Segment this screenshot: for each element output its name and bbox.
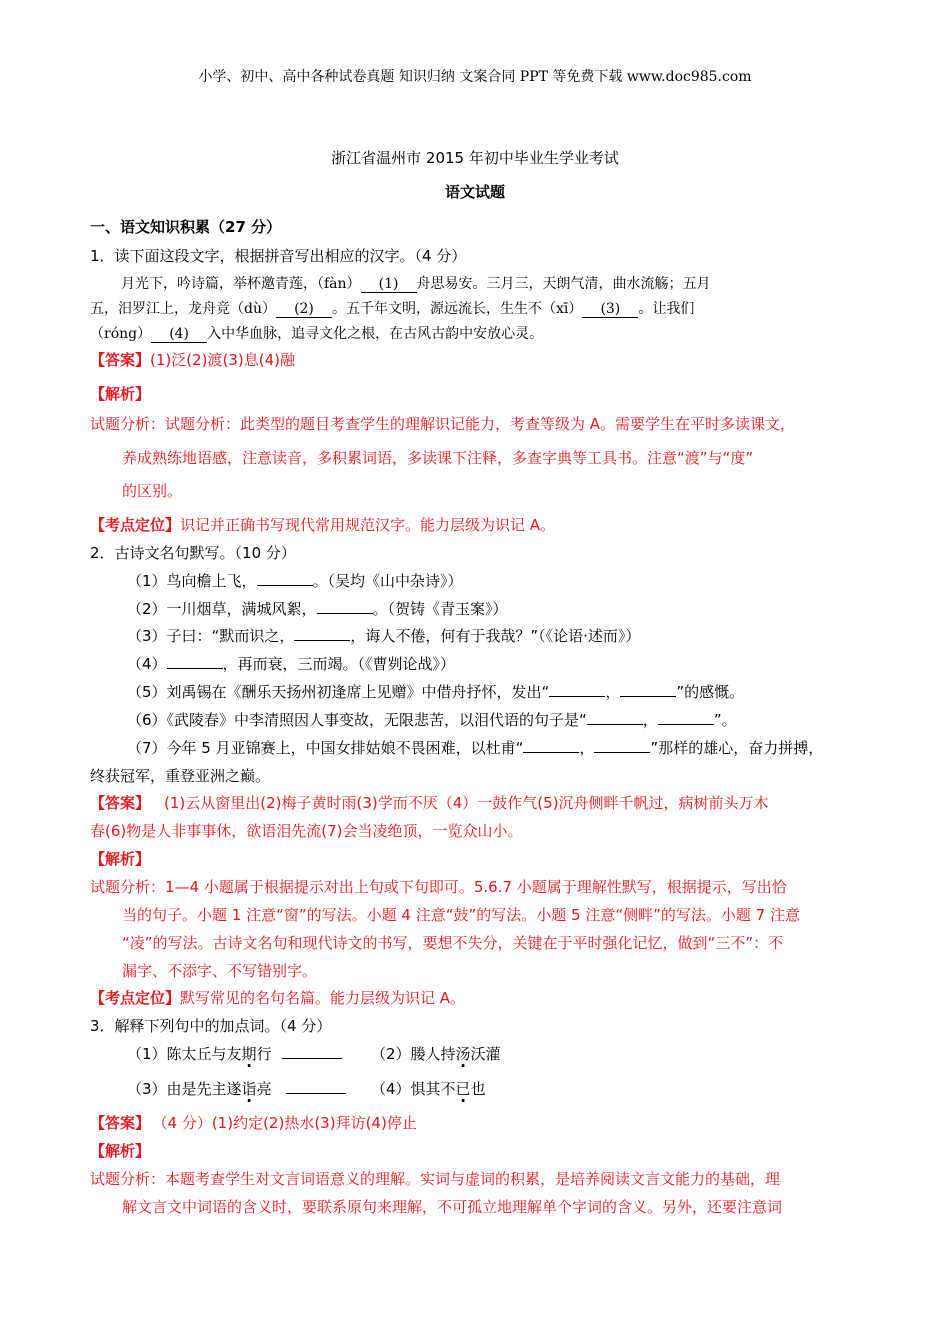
q2-analysis-line4: 漏字、不添字、不写错别字。 [122, 962, 318, 980]
q1-analysis-line1: 试题分析：试题分析：此类型的题目考查学生的理解识记能力，考查等级为 A。需要学生在平时多读课文， [90, 415, 796, 433]
q2-point: 【考点定位】默写常见的名句名篇。能力层级为识记 A。 [90, 989, 466, 1007]
q2-blank-1[interactable] [257, 571, 313, 586]
q3-analysis-line1: 试题分析：本题考查学生对文言词语意义的理解。实词与虚词的积累，是培养阅读文言文能力的基础，理 [90, 1170, 781, 1188]
q3-dotted-word-4: 已 [455, 1080, 471, 1098]
site-header: 小学、初中、高中各种试卷真题 知识归纳 文案合同 PPT 等免费下载 www.doc985.com [198, 69, 752, 85]
q1-stem: 1．读下面这段文字，根据拼音写出相应的汉字。（4 分） [90, 247, 467, 265]
q2-item-1: （1）鸟向檐上飞， 。（吴均《山中杂诗》） [127, 572, 463, 590]
q3-item-3: （3）由是先主遂诣亮 [127, 1078, 346, 1099]
q2-blank-6a[interactable] [587, 710, 643, 725]
q3-analysis-line2: 解文言文中词语的含义时，要联系原句来理解，不可孤立地理解单个字词的含义。另外，还要注意词 [122, 1198, 783, 1216]
q2-answer-line1: 【答案】 (1)云从窗里出(2)梅子黄时雨(3)学而不厌（4）一鼓作气(5)沉舟侧畔千帆过，病树前头万木 [90, 794, 769, 812]
q1-blank-2[interactable]: (2) [276, 301, 332, 318]
q2-blank-3[interactable] [294, 626, 350, 641]
q2-item-5: （5）刘禹锡在《酬乐天扬州初逢席上见赠》中借舟抒怀，发出“ ， ”的感慨。 [127, 683, 745, 701]
q1-analysis-label: 【解析】 [90, 385, 151, 403]
q1-blank-3[interactable]: (3) [582, 301, 638, 318]
q2-analysis-label: 【解析】 [90, 850, 151, 868]
q1-answer: 【答案】(1)泛(2)渡(3)息(4)融 [90, 351, 296, 369]
q1-passage-line3: （róng） (4) 入中华血脉，追寻文化之根，在古风古韵中安放心灵。 [90, 326, 544, 342]
q2-blank-4[interactable] [167, 654, 223, 669]
q3-item-2: （2）媵人持汤沃灌 [371, 1045, 501, 1063]
q2-analysis-line2: 当的句子。小题 1 注意“窗”的写法。小题 4 注意“鼓”的写法。小题 5 注意“侧畔”的写法。小题 7 注意 [122, 906, 800, 924]
q3-dotted-word-3: 诣 [241, 1080, 257, 1098]
q1-blank-4[interactable]: (4) [151, 326, 207, 343]
q2-blank-5b[interactable] [620, 682, 676, 697]
q1-passage-line2: 五，汨罗江上，龙舟竞（dù） (2) 。五千年文明，源远流长，生生不（xī） (3) 。让我们 [90, 301, 695, 317]
q2-blank-7b[interactable] [594, 738, 650, 753]
q3-blank-3[interactable] [286, 1079, 346, 1094]
q1-point: 【考点定位】识记并正确书写现代常用规范汉字。能力层级为识记 A。 [90, 516, 556, 534]
q3-answer: 【答案】 （4 分）(1)约定(2)热水(3)拜访(4)停止 [90, 1114, 417, 1132]
q1-analysis-line3: 的区别。 [122, 482, 183, 500]
section-heading: 一、语文知识积累（27 分） [90, 218, 282, 236]
q2-analysis-line3: “凌”的写法。古诗文名句和现代诗文的书写，要想不失分，关键在于平时强化记忆，做到“三不”：不 [122, 934, 784, 952]
q3-analysis-label: 【解析】 [90, 1142, 151, 1160]
q2-blank-6b[interactable] [658, 710, 714, 725]
q1-blank-1[interactable]: (1) [361, 276, 417, 293]
exam-subtitle: 语文试题 [444, 183, 505, 201]
q2-stem: 2．古诗文名句默写。（10 分） [90, 544, 296, 562]
q2-item-7-cont: 终获冠军，重登亚洲之巅。 [90, 767, 271, 785]
q1-passage-line1: 月光下，吟诗篇，举杯邀青莲，（fàn） (1) 舟思易安。三月三，天朗气清，曲水流觞；五月 [121, 276, 711, 292]
q3-dotted-word-1: 期 [241, 1045, 257, 1063]
q2-item-2: （2）一川烟草，满城风絮， 。（贺铸《青玉案》） [127, 600, 508, 618]
q1-analysis-line2: 养成熟练地语感，注意读音，多积累词语，多读课下注释，多查字典等工具书。注意“渡”与“度” [122, 449, 754, 467]
q3-item-1: （1）陈太丘与友期行 [127, 1043, 342, 1064]
q2-item-6: （6）《武陵春》中李清照因人事变故，无限悲苦，以泪代语的句子是“ ， ”。 [127, 711, 737, 729]
q2-blank-2[interactable] [317, 599, 373, 614]
q2-answer-line2: 春(6)物是人非事事休，欲语泪先流(7)会当凌绝顶，一览众山小。 [90, 822, 523, 840]
q2-blank-5a[interactable] [549, 682, 605, 697]
q3-item-4: （4）惧其不已也 [371, 1080, 486, 1098]
q3-blank-1[interactable] [282, 1044, 342, 1059]
q2-item-4: （4） ，再而衰，三而竭。（《曹刿论战》） [127, 655, 456, 673]
q2-blank-7a[interactable] [523, 738, 579, 753]
exam-title: 浙江省温州市 2015 年初中毕业生学业考试 [331, 149, 619, 167]
q2-item-3: （3）子曰：“默而识之， ，诲人不倦，何有于我哉？”（《论语·述而》） [127, 627, 641, 645]
q3-stem: 3．解释下列句中的加点词。（4 分） [90, 1017, 332, 1035]
q2-analysis-line1: 试题分析：1—4 小题属于根据提示对出上句或下句即可。5.6.7 小题属于理解性默写，根据提示，写出恰 [90, 878, 787, 896]
q2-item-7: （7）今年 5 月亚锦赛上，中国女排姑娘不畏困难，以杜甫“ ， ”那样的雄心，奋力拼搏， [127, 739, 824, 757]
q3-dotted-word-2: 汤 [455, 1045, 471, 1063]
